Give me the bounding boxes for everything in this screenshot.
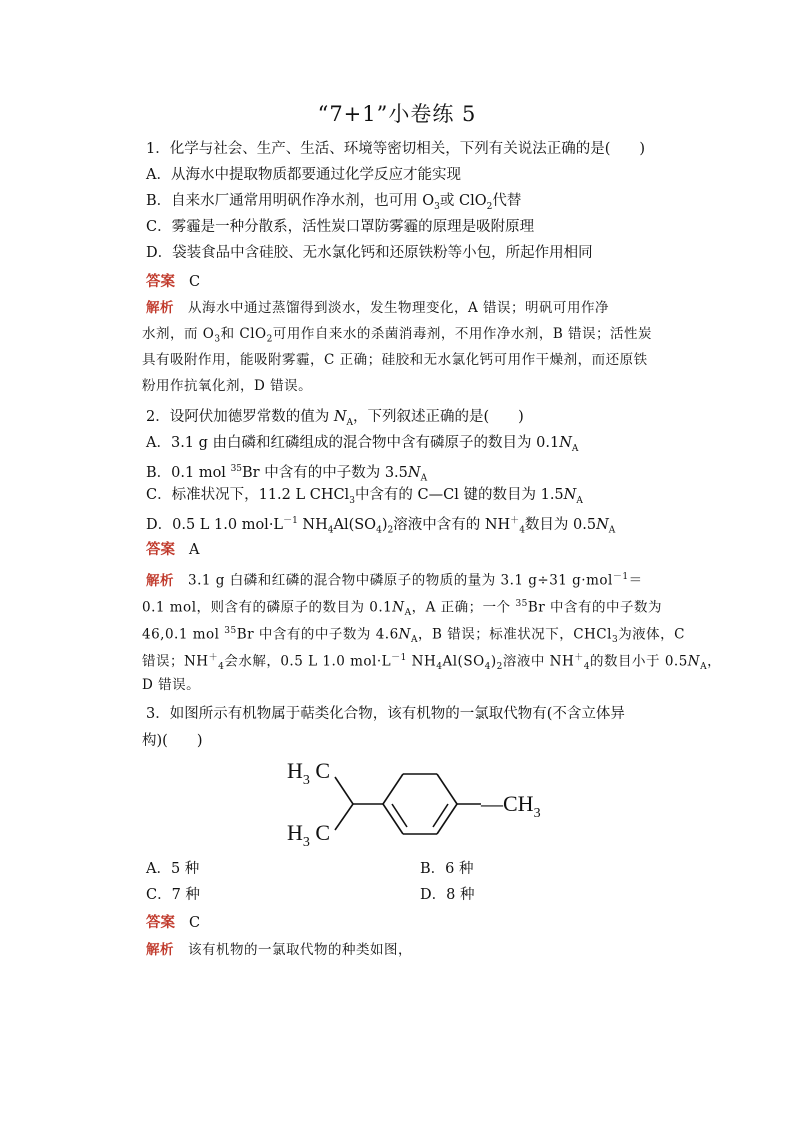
question-2-option-b: B．0.1 mol $^{35}$Br 中含有的中子数为 $3.5N_A$ (146, 464, 428, 484)
question-3-stem-line-2: 构)( ) (142, 733, 203, 749)
question-3-option-b: B．6 种 (420, 861, 474, 877)
question-3-option-d: D．8 种 (420, 887, 475, 903)
page-title: “7+1”小卷练 5 (317, 102, 477, 126)
question-1-option-c: C．雾霾是一种分散系，活性炭口罩防雾霾的原理是吸附原理 (146, 219, 535, 235)
h3c-bottom-label: $H_3$ C (287, 820, 331, 850)
question-1-explanation-line-1: 解析 从海水中通过蒸馏得到淡水，发生物理变化，A 错误；明矾可用作净 (146, 300, 610, 316)
question-2-explanation-line-4: 错误；$NH^+_4$会水解，0.5 L 1.0 $mol\cdot L^{-1}$ $NH_4Al(SO_4)_2$溶液中 $NH^+_4$的数目小于 $0.5N_A$， (142, 653, 722, 673)
ch3-label: $—CH_3$ (481, 791, 541, 821)
question-1-explanation-line-4: 粉用作抗氧化剂，D 错误。 (142, 378, 313, 394)
question-1-option-b: B．自来水厂通常用明矾作净水剂，也可用 $O_3$或 ClO$_2$代替 (146, 193, 522, 212)
question-2-stem: 2．设阿伏加德罗常数的值为 $N_A$，下列叙述正确的是( ) (146, 409, 524, 428)
question-1-option-d: D．袋装食品中含硅胶、无水氯化钙和还原铁粉等小包，所起作用相同 (146, 245, 593, 261)
question-3-option-a: A．5 种 (146, 861, 200, 877)
question-3-explanation: 解析 该有机物的一氯取代物的种类如图， (146, 942, 412, 958)
question-2-explanation-line-1: 解析 3.1 g 白磷和红磷的混合物中磷原子的物质的量为 3.1 g÷31 g·mol$^{-1}$＝ (146, 572, 643, 589)
question-1-option-a: A．从海水中提取物质都要通过化学反应才能实现 (146, 167, 461, 183)
question-2-explanation-line-3: 46,0.1 mol $^{35}$Br 中含有的中子数为 $4.6N_A$，B 错误；标准状况下，CHCl$_3$为液体，C (142, 626, 686, 646)
question-1-answer: 答案 C (146, 273, 201, 290)
question-3-stem-line-1: 3．如图所示有机物属于萜类化合物，该有机物的一氯取代物有(不含立体异 (146, 706, 625, 722)
molecule-structure-diagram (285, 752, 545, 852)
question-2-explanation-line-5: D 错误。 (142, 677, 201, 693)
question-2-option-d: D．0.5 L 1.0 $mol\cdot L^{-1}$ $NH_4Al(SO_4)_2$溶液中含有的 $NH^+_4$数目为 $0.5N_A$ (146, 516, 616, 536)
carbon-skeleton (335, 774, 481, 834)
question-3-option-c: C．7 种 (146, 887, 200, 903)
h3c-top-label: $H_3$ C (287, 758, 331, 788)
question-1-explanation-line-2: 水剂，而 $O_3$和 ClO$_2$可用作自来水的杀菌消毒剂，不用作净水剂，B 错误；活性炭 (142, 326, 653, 345)
question-1-stem: 1．化学与社会、生产、生活、环境等密切相关，下列有关说法正确的是( ) (146, 141, 646, 157)
question-1-explanation-line-3: 具有吸附作用，能吸附雾霾，C 正确；硅胶和无水氯化钙可用作干燥剂，而还原铁 (142, 352, 648, 368)
question-2-option-a: A．3.1 g 由白磷和红磷组成的混合物中含有磷原子的数目为 $0.1N_A$ (146, 435, 579, 454)
question-3-answer: 答案 C (146, 914, 201, 931)
question-2-option-c: C．标准状况下，11.2 L CHCl$_3$中含有的 C—Cl 键的数目为 $1.5N_A$ (146, 487, 583, 506)
question-2-answer: 答案 A (146, 541, 200, 558)
question-2-explanation-line-2: 0.1 mol，则含有的磷原子的数目为 $0.1N_A$，A 正确；一个 $^{35}$Br 中含有的中子数为 (142, 599, 663, 619)
